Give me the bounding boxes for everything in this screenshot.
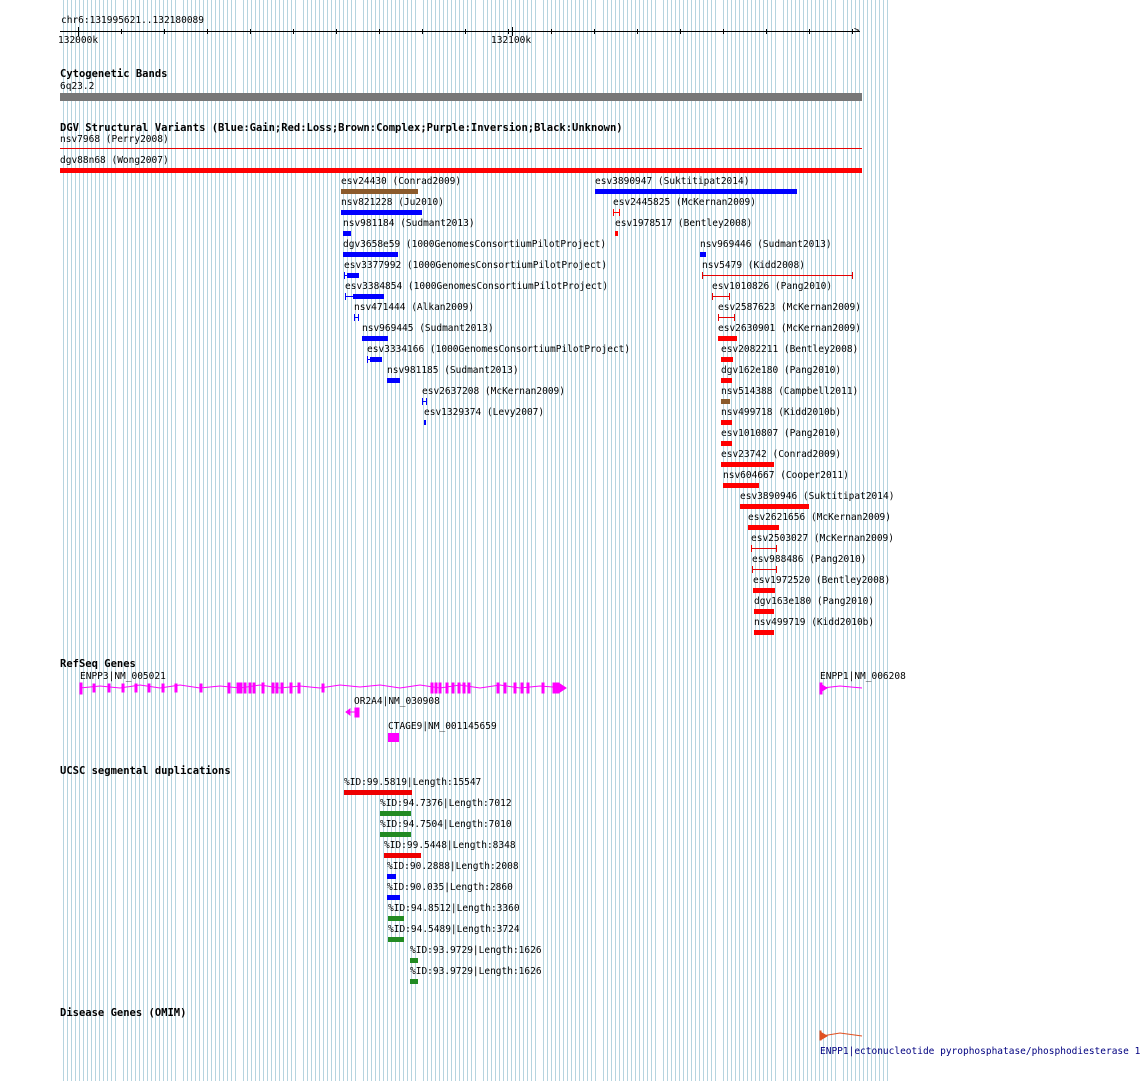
dgv-feature-label: nsv5479 (Kidd2008) <box>702 260 805 271</box>
dgv-feature-label: esv23742 (Conrad2009) <box>721 449 842 460</box>
dgv-feature-label: esv1010826 (Pang2010) <box>712 281 833 292</box>
track-title-segdup: UCSC segmental duplications <box>60 765 231 777</box>
segdup-feature-bar[interactable] <box>410 979 418 984</box>
dgv-feature-label: esv988486 (Pang2010) <box>752 554 867 565</box>
dgv-feature-label: nsv981185 (Sudmant2013) <box>387 365 519 376</box>
dgv-feature-label: nsv499718 (Kidd2010b) <box>721 407 842 418</box>
dgv-feature-label: nsv969446 (Sudmant2013) <box>700 239 832 250</box>
segdup-feature-bar[interactable] <box>380 832 411 837</box>
segdup-feature-label: %ID:99.5819|Length:15547 <box>344 777 482 788</box>
dgv-feature-label: esv3890946 (Suktitipat2014) <box>740 491 895 502</box>
segdup-feature-label: %ID:99.5448|Length:8348 <box>384 840 516 851</box>
ruler-tick-label-132100k: 132100k <box>491 35 532 46</box>
dgv-feature-label: esv3377992 (1000GenomesConsortiumPilotProject) <box>344 260 608 271</box>
dgv-feature-label: nsv969445 (Sudmant2013) <box>362 323 494 334</box>
dgv-feature-label: dgv88n68 (Wong2007) <box>60 155 169 166</box>
segdup-feature-label: %ID:90.2888|Length:2008 <box>387 861 519 872</box>
segdup-feature-bar[interactable] <box>384 853 421 858</box>
gene-model-enpp3[interactable] <box>80 683 566 694</box>
gene-label-ctage9: CTAGE9|NM_001145659 <box>388 721 497 732</box>
gene-model-enpp1[interactable] <box>820 683 862 694</box>
segdup-feature-label: %ID:90.035|Length:2860 <box>387 882 513 893</box>
cytoband-label: 6q23.2 <box>60 81 95 92</box>
omim-model-enpp1[interactable] <box>820 1031 862 1040</box>
ruler-arrow-icon: > <box>854 26 860 36</box>
dgv-feature-label: esv3384854 (1000GenomesConsortiumPilotProject) <box>345 281 609 292</box>
dgv-feature-label: nsv514388 (Campbell2011) <box>721 386 859 397</box>
segdup-feature-label: %ID:94.8512|Length:3360 <box>388 903 520 914</box>
ruler-tick-label-132000k: 132000k <box>58 35 99 46</box>
segdup-feature-label: %ID:93.9729|Length:1626 <box>410 945 542 956</box>
dgv-feature-label: esv1010807 (Pang2010) <box>721 428 842 439</box>
dgv-feature-label: dgv163e180 (Pang2010) <box>754 596 875 607</box>
segdup-feature-label: %ID:94.7376|Length:7012 <box>380 798 512 809</box>
track-title-cytoband: Cytogenetic Bands <box>60 68 168 80</box>
dgv-feature-label: esv3334166 (1000GenomesConsortiumPilotProject) <box>367 344 631 355</box>
dgv-feature-label: nsv7968 (Perry2008) <box>60 134 169 145</box>
dgv-feature-label: nsv981184 (Sudmant2013) <box>343 218 475 229</box>
gene-label-or2a4: OR2A4|NM_030908 <box>354 696 440 707</box>
track-title-dgv: DGV Structural Variants (Blue:Gain;Red:Loss;Brown:Complex;Purple:Inversion;Black:Unknown) <box>60 122 623 134</box>
track-title-refseq: RefSeq Genes <box>60 658 136 670</box>
dgv-feature-label: dgv3658e59 (1000GenomesConsortiumPilotProject) <box>343 239 607 250</box>
dgv-feature-label: nsv604667 (Cooper2011) <box>723 470 849 481</box>
segdup-feature-bar[interactable] <box>387 874 396 879</box>
dgv-feature-label: nsv499719 (Kidd2010b) <box>754 617 875 628</box>
segdup-feature-bar[interactable] <box>344 790 412 795</box>
gene-label-enpp1: ENPP1|NM_006208 <box>820 671 906 682</box>
segdup-feature-bar[interactable] <box>388 937 404 942</box>
gene-model-ctage9[interactable] <box>388 733 399 742</box>
dgv-feature-label: esv1978517 (Bentley2008) <box>615 218 753 229</box>
gene-model-or2a4[interactable] <box>346 708 359 717</box>
track-title-omim: Disease Genes (OMIM) <box>60 1007 187 1019</box>
dgv-feature-label: esv2637208 (McKernan2009) <box>422 386 565 397</box>
dgv-feature-label: esv2503027 (McKernan2009) <box>751 533 894 544</box>
location-label: chr6:131995621..132180089 <box>61 15 204 26</box>
dgv-feature-label: esv2082211 (Bentley2008) <box>721 344 859 355</box>
dgv-feature-label: esv2621656 (McKernan2009) <box>748 512 891 523</box>
dgv-feature-label: esv2587623 (McKernan2009) <box>718 302 861 313</box>
dgv-feature-label: esv1972520 (Bentley2008) <box>753 575 891 586</box>
dgv-feature-label: esv3890947 (Suktitipat2014) <box>595 176 750 187</box>
dgv-feature-label: esv1329374 (Levy2007) <box>424 407 545 418</box>
dgv-feature-label: esv24430 (Conrad2009) <box>341 176 462 187</box>
segdup-feature-label: %ID:93.9729|Length:1626 <box>410 966 542 977</box>
dgv-feature-label: esv2630901 (McKernan2009) <box>718 323 861 334</box>
segdup-feature-label: %ID:94.7504|Length:7010 <box>380 819 512 830</box>
segdup-feature-bar[interactable] <box>410 958 418 963</box>
dgv-feature-label: nsv821228 (Ju2010) <box>341 197 444 208</box>
omim-label-enpp1: ENPP1|ectonucleotide pyrophosphatase/phosphodiesterase 1 <box>820 1046 1140 1057</box>
dgv-feature-label: dgv162e180 (Pang2010) <box>721 365 842 376</box>
segdup-feature-bar[interactable] <box>387 895 400 900</box>
dgv-feature-label: nsv471444 (Alkan2009) <box>354 302 475 313</box>
segdup-feature-bar[interactable] <box>388 916 404 921</box>
gene-label-enpp3: ENPP3|NM_005021 <box>80 671 166 682</box>
segdup-feature-label: %ID:94.5489|Length:3724 <box>388 924 520 935</box>
segdup-feature-bar[interactable] <box>380 811 411 816</box>
dgv-feature-label: esv2445825 (McKernan2009) <box>613 197 756 208</box>
